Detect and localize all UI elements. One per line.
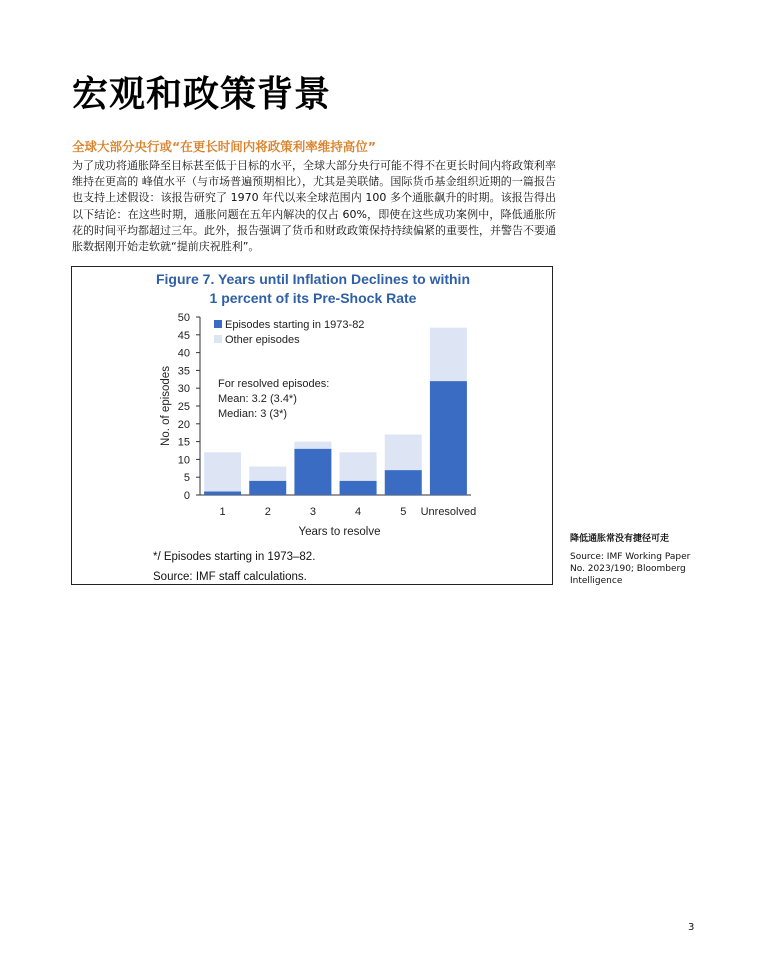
- x-tick-label: 4: [355, 506, 362, 518]
- legend-swatch: [214, 320, 222, 328]
- y-tick-label: 35: [177, 365, 190, 378]
- figure-title-line-1: Figure 7. Years until Inflation Declines to within: [155, 271, 471, 287]
- bar-other-episodes: [430, 328, 467, 381]
- body-paragraph: 为了成功将通胀降至目标甚至低于目标的水平，全球大部分央行可能不得不在更长时间内将政策利率维持在更高的 峰值水平（与市场普遍预期相比），尤其是美联储。国际货币基金组织近期的一篇报告也支持上述假设：该报告研究了 1970 年代以来全球范围内 100 多个通胀飙升的时期。该报告得出以下结论：在这些时期，通胀问题在五年内解决的仅占 60%，即使在这些成功案例中，降低通胀所花的时间平均都超过三年。此外，报告强调了货币和财政政策保持持续偏紧的重要性，并警告不要通胀数据刚开始走软就“提前庆祝胜利”。: [72, 159, 556, 254]
- bar-other-episodes: [204, 452, 241, 491]
- chart-annotation: [218, 378, 329, 420]
- bar-episodes-1973-82: [249, 481, 286, 495]
- side-source: Source: IMF Working Paper No. 2023/190; Bloomberg Intelligence: [570, 552, 691, 586]
- annotation-line: For resolved episodes:: [218, 378, 330, 390]
- figure-title-line-2: 1 percent of its Pre-Shock Rate: [209, 290, 417, 306]
- y-axis-label: No. of episodes: [160, 366, 172, 446]
- bar-other-episodes: [385, 434, 422, 470]
- legend-swatch: [214, 335, 222, 343]
- figure-source: Source: IMF staff calculations.: [153, 571, 307, 583]
- y-tick-label: 45: [177, 329, 190, 342]
- y-tick-label: 0: [183, 490, 190, 502]
- y-tick-label: 20: [177, 418, 190, 431]
- section-subheading: 全球大部分央行或“在更长时间内将政策利率维持高位”: [72, 139, 376, 154]
- bar-other-episodes: [249, 467, 286, 481]
- page-title: 宏观和政策背景: [72, 74, 332, 115]
- side-caption: 降低通胀常没有捷径可走: [570, 534, 670, 544]
- x-tick-label: 3: [309, 506, 316, 518]
- legend-label: Other episodes: [225, 334, 300, 346]
- bar-other-episodes: [294, 442, 331, 449]
- bar-episodes-1973-82: [340, 481, 377, 495]
- bar-episodes-1973-82: [204, 491, 241, 495]
- page-number: 3: [688, 922, 695, 933]
- legend-label: Episodes starting in 1973-82: [225, 319, 365, 331]
- x-axis-label: Years to resolve: [298, 526, 381, 538]
- x-tick-label: 2: [264, 506, 271, 518]
- bar-episodes-1973-82: [430, 381, 467, 495]
- chart-legend: [214, 319, 364, 346]
- x-tick-label: 5: [400, 506, 407, 518]
- figure-footnote: */ Episodes starting in 1973–82.: [153, 551, 316, 563]
- x-tick-label: Unresolved: [420, 506, 477, 518]
- bar-episodes-1973-82: [385, 470, 422, 495]
- y-tick-label: 30: [177, 383, 190, 396]
- bar-episodes-1973-82: [294, 449, 331, 495]
- annotation-line: Mean: 3.2 (3.4*): [218, 393, 297, 405]
- bar-other-episodes: [340, 452, 377, 480]
- y-tick-label: 50: [177, 312, 190, 324]
- chart-axes: [160, 312, 471, 538]
- figure-panel: [71, 266, 553, 585]
- x-tick-label: 1: [219, 506, 226, 518]
- chart-bars: [204, 328, 476, 518]
- bar-chart: [72, 267, 552, 584]
- y-tick-label: 15: [177, 436, 190, 449]
- y-tick-label: 40: [177, 347, 190, 360]
- y-tick-label: 25: [177, 401, 190, 413]
- y-tick-label: 10: [177, 454, 190, 467]
- y-tick-label: 5: [183, 472, 190, 485]
- annotation-line: Median: 3 (3*): [218, 408, 288, 420]
